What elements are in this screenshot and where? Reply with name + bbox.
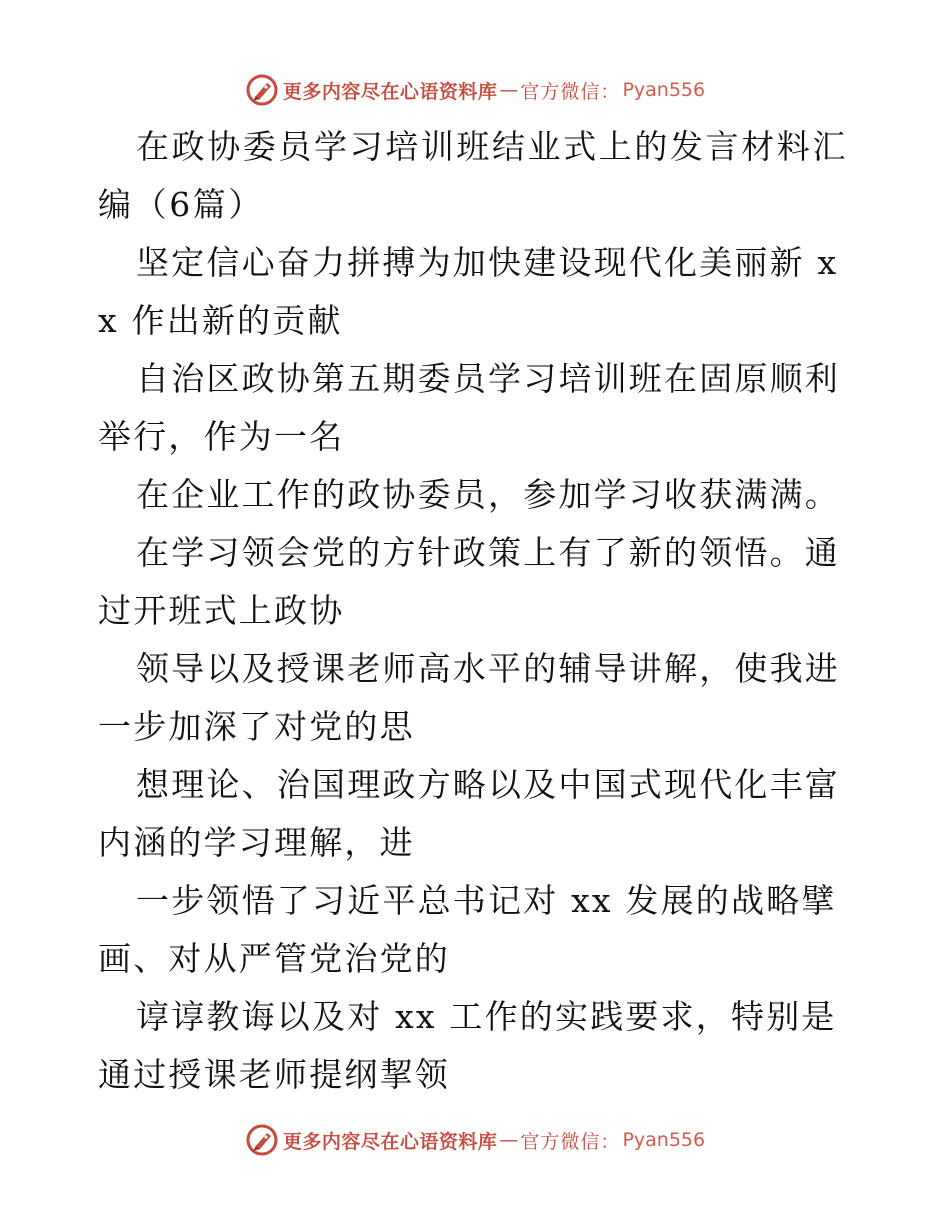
pen-nib-logo-icon xyxy=(245,73,279,107)
header-banner xyxy=(0,70,950,110)
banner-separator: — xyxy=(499,1129,519,1151)
paragraph: 领导以及授课老师高水平的辅导讲解，使我进一步加深了对党的思 xyxy=(98,649,840,746)
banner-brand-text: 更多内容尽在心语资料库 xyxy=(282,80,498,103)
paragraph: 在学习领会党的方针政策上有了新的领悟。通过开班式上政协 xyxy=(98,533,840,630)
banner-wechat-label: 官方微信： xyxy=(520,1130,621,1153)
banner-brand-text: 更多内容尽在心语资料库 xyxy=(282,1130,498,1153)
banner-wechat-label: 官方微信： xyxy=(520,80,621,103)
paragraph: 一步领悟了习近平总书记对 xx 发展的战略擘画、对从严管党治党的 xyxy=(98,881,837,978)
pen-nib-logo-icon xyxy=(245,1123,279,1157)
banner-wechat-id: Pyan556 xyxy=(622,79,706,101)
paragraph: 想理论、治国理政方略以及中国式现代化丰富内涵的学习理解，进 xyxy=(98,765,840,862)
paragraph: 谆谆教诲以及对 xx 工作的实践要求，特别是通过授课老师提纲挈领 xyxy=(98,997,837,1094)
banner-separator: — xyxy=(499,79,519,101)
paragraph: 自治区政协第五期委员学习培训班在固原顺利举行，作为一名 xyxy=(98,359,840,456)
footer-banner xyxy=(0,1120,950,1160)
document-title: 在政协委员学习培训班结业式上的发言材料汇编（6篇） xyxy=(98,127,848,224)
document-subtitle: 坚定信心奋力拼搏为加快建设现代化美丽新 xx 作出新的贡献 xyxy=(98,243,839,340)
banner-wechat-id: Pyan556 xyxy=(622,1129,706,1151)
document-body xyxy=(98,118,858,1104)
paragraph: 在企业工作的政协委员，参加学习收获满满。 xyxy=(136,475,840,514)
